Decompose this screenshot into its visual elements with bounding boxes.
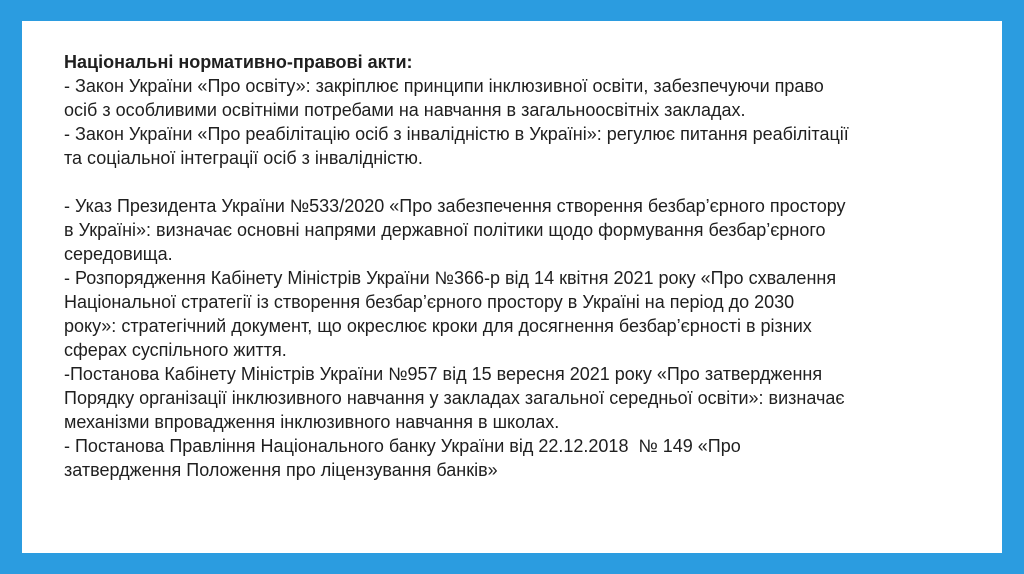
text-line: - Постанова Правління Національного банку України від 22.12.2018 № 149 «Про [64, 436, 741, 456]
text-line: осіб з особливими освітніми потребами на навчання в загальноосвітніх закладах. [64, 100, 746, 120]
text-line: механізми впровадження інклюзивного навчання в школах. [64, 412, 560, 432]
text-line: в Україні»: визначає основні напрями державної політики щодо формування безбар’єрного [64, 220, 826, 240]
text-line: Порядку організації інклюзивного навчання у закладах загальної середньої освіти»: визначає [64, 388, 845, 408]
text-line: середовища. [64, 244, 173, 264]
text-line: - Указ Президента України №533/2020 «Про забезпечення створення безбар’єрного простору [64, 196, 846, 216]
text-line: - Закон України «Про освіту»: закріплює принципи інклюзивної освіти, забезпечуючи право [64, 76, 824, 96]
text-line: та соціальної інтеграції осіб з інвалідністю. [64, 148, 423, 168]
text-line: року»: стратегічний документ, що окреслює кроки для досягнення безбар’єрності в різних [64, 316, 812, 336]
slide-card [22, 21, 1002, 553]
text-line: сферах суспільного життя. [64, 340, 287, 360]
slide-content [64, 50, 989, 482]
slide-heading: Національні нормативно-правові акти: [64, 52, 413, 72]
text-line: -Постанова Кабінету Міністрів України №957 від 15 вересня 2021 року «Про затвердження [64, 364, 823, 384]
paragraph-gap [64, 170, 989, 194]
text-line: Національної стратегії із створення безбар’єрного простору в Україні на період до 2030 [64, 292, 795, 312]
text-line: затвердження Положення про ліцензування банків» [64, 460, 498, 480]
text-line: - Розпорядження Кабінету Міністрів України №366-р від 14 квітня 2021 року «Про схвалення [64, 268, 837, 288]
text-line: - Закон України «Про реабілітацію осіб з інвалідністю в Україні»: регулює питання реабілітації [64, 124, 849, 144]
